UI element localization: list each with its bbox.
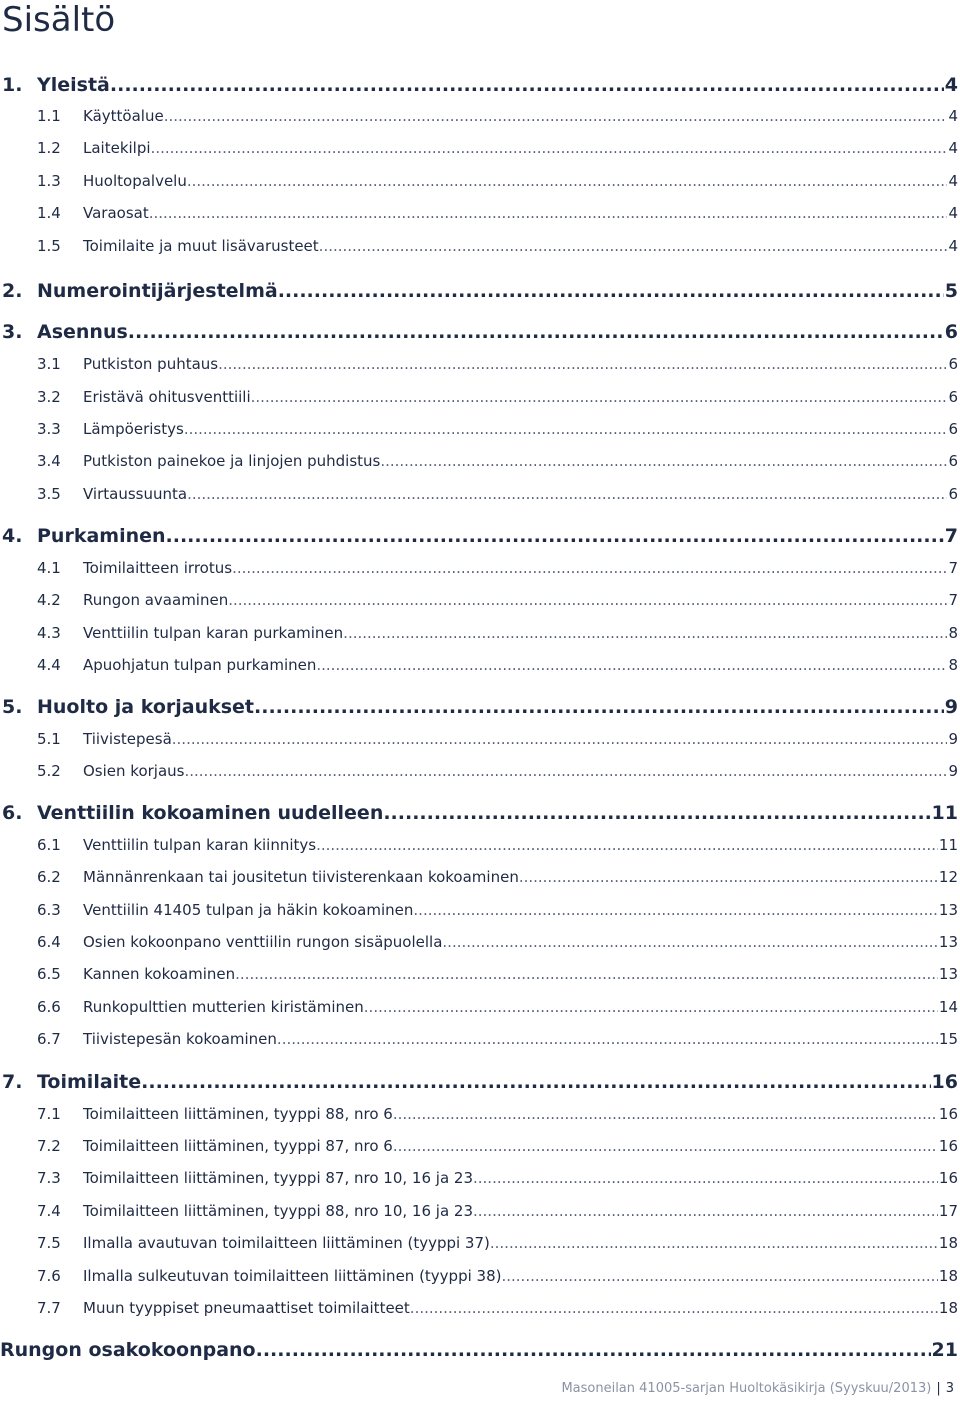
toc-entry-page: 18 <box>938 1267 958 1285</box>
toc-entry-title: Tiivistepesä <box>83 730 172 748</box>
toc-entry-page: 7 <box>944 525 958 547</box>
toc-entry-number: 1.5 <box>37 237 61 255</box>
toc-dot-leader <box>277 1027 938 1051</box>
toc-entry-title: Huolto ja korjaukset <box>37 696 255 718</box>
toc-subsection-entry[interactable] <box>0 621 958 645</box>
toc-dot-leader <box>473 1199 938 1223</box>
toc-entry-number: 6.3 <box>37 901 61 919</box>
toc-dot-leader <box>490 1231 938 1255</box>
toc-dot-leader <box>278 277 944 305</box>
toc-section-entry[interactable] <box>0 522 958 550</box>
toc-subsection-entry[interactable] <box>0 1102 958 1126</box>
toc-entry-number: 7.7 <box>37 1299 61 1317</box>
toc-dot-leader <box>187 482 947 506</box>
toc-entry-page: 13 <box>938 933 958 951</box>
toc-entry-page: 17 <box>938 1202 958 1220</box>
toc-entry-title: Venttiilin tulpan karan purkaminen <box>83 624 344 642</box>
toc-dot-leader <box>442 930 938 954</box>
toc-entry-page: 14 <box>938 998 958 1016</box>
toc-entry-number: 6.7 <box>37 1030 61 1048</box>
toc-entry-title: Rungon osakokoonpano <box>0 1339 256 1361</box>
toc-entry-page: 4 <box>948 107 958 125</box>
toc-entry-title: Männänrenkaan tai jousitetun tiivisterenkaan kokoaminen <box>83 868 519 886</box>
toc-subsection-entry[interactable] <box>0 962 958 986</box>
toc-dot-leader <box>149 201 948 225</box>
toc-subsection-entry[interactable] <box>0 588 958 612</box>
toc-entry-title: Toimilaite ja muut lisävarusteet <box>83 237 319 255</box>
toc-dot-leader <box>110 71 944 99</box>
toc-subsection-entry[interactable] <box>0 417 958 441</box>
toc-dot-leader <box>383 799 930 827</box>
toc-entry-page: 8 <box>948 656 958 674</box>
toc-subsection-entry[interactable] <box>0 556 958 580</box>
toc-entry-number: 5.1 <box>37 730 61 748</box>
toc-dot-leader <box>166 522 944 550</box>
toc-entry-number: 6.1 <box>37 836 61 854</box>
footer-page-number: 3 <box>945 1381 954 1396</box>
toc-entry-number: 6. <box>2 802 23 824</box>
toc-dot-leader <box>184 759 947 783</box>
toc-entry-number: 7.1 <box>37 1105 61 1123</box>
toc-entry-title: Putkiston painekoe ja linjojen puhdistus <box>83 452 381 470</box>
toc-entry-page: 4 <box>948 204 958 222</box>
toc-dot-leader <box>316 833 938 857</box>
toc-entry-title: Toimilaitteen liittäminen, tyyppi 88, nro 6 <box>83 1105 393 1123</box>
toc-subsection-entry[interactable] <box>0 727 958 751</box>
toc-entry-page: 18 <box>938 1234 958 1252</box>
toc-entry-number: 7.5 <box>37 1234 61 1252</box>
toc-subsection-entry[interactable] <box>0 352 958 376</box>
toc-entry-number: 1.1 <box>37 107 61 125</box>
toc-dot-leader <box>141 1068 930 1096</box>
toc-entry-page: 11 <box>938 836 958 854</box>
toc-entry-page: 6 <box>948 420 958 438</box>
toc-entry-page: 9 <box>944 696 958 718</box>
toc-entry-page: 9 <box>948 762 958 780</box>
toc-dot-leader <box>519 865 938 889</box>
toc-section-entry[interactable] <box>0 693 958 721</box>
toc-dot-leader <box>410 1296 938 1320</box>
toc-entry-number: 7.3 <box>37 1169 61 1187</box>
toc-entry-title: Huoltopalvelu <box>83 172 187 190</box>
toc-entry-number: 6.2 <box>37 868 61 886</box>
toc-subsection-entry[interactable] <box>0 201 958 225</box>
toc-dot-leader <box>235 962 938 986</box>
toc-section-entry[interactable] <box>0 71 958 99</box>
toc-dot-leader <box>251 385 948 409</box>
toc-dot-leader <box>393 1102 938 1126</box>
toc-entry-page: 16 <box>938 1105 958 1123</box>
toc-section-entry[interactable] <box>0 318 958 346</box>
toc-entry-page: 21 <box>931 1339 958 1361</box>
toc-subsection-entry[interactable] <box>0 1199 958 1223</box>
toc-entry-title: Apuohjatun tulpan purkaminen <box>83 656 317 674</box>
toc-entry-number: 4.3 <box>37 624 61 642</box>
toc-entry-title: Ilmalla avautuvan toimilaitteen liittäminen (tyyppi 37) <box>83 1234 490 1252</box>
toc-entry-title: Osien kokoonpano venttiilin rungon sisäpuolella <box>83 933 443 951</box>
toc-entry-number: 3.5 <box>37 485 61 503</box>
toc-entry-page: 6 <box>948 355 958 373</box>
toc-entry-title: Putkiston puhtaus <box>83 355 219 373</box>
toc-dot-leader <box>364 995 938 1019</box>
toc-entry-title: Yleistä <box>37 74 110 96</box>
toc-entry-number: 2. <box>2 280 23 302</box>
toc-dot-leader <box>218 352 947 376</box>
toc-dot-leader <box>172 727 948 751</box>
toc-entry-number: 1.4 <box>37 204 61 222</box>
page-title: Sisältö <box>2 0 116 40</box>
toc-dot-leader <box>501 1264 937 1288</box>
toc-subsection-entry[interactable] <box>0 104 958 128</box>
toc-entry-number: 4.1 <box>37 559 61 577</box>
toc-entry-page: 12 <box>938 868 958 886</box>
toc-subsection-entry[interactable] <box>0 482 958 506</box>
toc-dot-leader <box>187 169 948 193</box>
toc-entry-title: Venttiilin kokoaminen uudelleen <box>37 802 384 824</box>
toc-entry-title: Varaosat <box>83 204 149 222</box>
toc-entry-number: 7.6 <box>37 1267 61 1285</box>
toc-entry-number: 7.4 <box>37 1202 61 1220</box>
toc-dot-leader <box>256 1336 931 1364</box>
toc-entry-page: 7 <box>948 591 958 609</box>
toc-subsection-entry[interactable] <box>0 449 958 473</box>
toc-entry-title: Purkaminen <box>37 525 166 547</box>
toc-subsection-entry[interactable] <box>0 136 958 160</box>
toc-dot-leader <box>413 898 938 922</box>
toc-entry-title: Tiivistepesän kokoaminen <box>83 1030 277 1048</box>
toc-entry-page: 18 <box>938 1299 958 1317</box>
toc-entry-page: 4 <box>948 237 958 255</box>
toc-entry-number: 3.2 <box>37 388 61 406</box>
toc-entry-number: 1.2 <box>37 139 61 157</box>
toc-dot-leader <box>319 234 948 258</box>
toc-entry-number: 5.2 <box>37 762 61 780</box>
toc-section-entry[interactable] <box>0 1336 958 1364</box>
footer-separator: | <box>936 1381 941 1396</box>
toc-entry-title: Toimilaite <box>37 1071 142 1093</box>
toc-entry-page: 16 <box>938 1169 958 1187</box>
toc-entry-title: Osien korjaus <box>83 762 185 780</box>
toc-entry-number: 4.2 <box>37 591 61 609</box>
toc-entry-number: 3.1 <box>37 355 61 373</box>
toc-entry-title: Ilmalla sulkeutuvan toimilaitteen liittäminen (tyyppi 38) <box>83 1267 502 1285</box>
toc-subsection-entry[interactable] <box>0 898 958 922</box>
toc-entry-number: 7. <box>2 1071 23 1093</box>
toc-entry-title: Lämpöeristys <box>83 420 184 438</box>
toc-dot-leader <box>316 653 947 677</box>
toc-entry-title: Venttiilin tulpan karan kiinnitys <box>83 836 317 854</box>
toc-dot-leader <box>254 693 944 721</box>
toc-entry-title: Venttiilin 41405 tulpan ja häkin kokoaminen <box>83 901 414 919</box>
toc-entry-number: 3.3 <box>37 420 61 438</box>
toc-entry-page: 6 <box>948 388 958 406</box>
toc-entry-page: 15 <box>938 1030 958 1048</box>
toc-entry-title: Käyttöalue <box>83 107 164 125</box>
toc-dot-leader <box>228 588 947 612</box>
toc-entry-title: Eristävä ohitusventtiili <box>83 388 251 406</box>
toc-entry-number: 7.2 <box>37 1137 61 1155</box>
toc-dot-leader <box>343 621 947 645</box>
toc-entry-number: 6.6 <box>37 998 61 1016</box>
page-footer <box>561 1380 954 1398</box>
toc-dot-leader <box>393 1134 938 1158</box>
toc-section-entry[interactable] <box>0 799 958 827</box>
toc-entry-page: 6 <box>948 485 958 503</box>
toc-entry-number: 6.4 <box>37 933 61 951</box>
toc-entry-title: Toimilaitteen irrotus <box>83 559 233 577</box>
toc-entry-number: 3.4 <box>37 452 61 470</box>
toc-entry-title: Toimilaitteen liittäminen, tyyppi 87, nro 10, 16 ja 23 <box>83 1169 473 1187</box>
toc-subsection-entry[interactable] <box>0 1231 958 1255</box>
toc-entry-page: 16 <box>938 1137 958 1155</box>
toc-entry-page: 4 <box>944 74 958 96</box>
toc-entry-page: 4 <box>948 139 958 157</box>
toc-entry-title: Rungon avaaminen <box>83 591 229 609</box>
toc-section-entry[interactable] <box>0 1068 958 1096</box>
toc-subsection-entry[interactable] <box>0 385 958 409</box>
toc-subsection-entry[interactable] <box>0 1296 958 1320</box>
toc-entry-title: Runkopulttien mutterien kiristäminen <box>83 998 364 1016</box>
toc-entry-page: 11 <box>931 802 958 824</box>
toc-entry-page: 8 <box>948 624 958 642</box>
toc-subsection-entry[interactable] <box>0 1264 958 1288</box>
toc-subsection-entry[interactable] <box>0 1027 958 1051</box>
toc-entry-page: 16 <box>931 1071 958 1093</box>
toc-entry-page: 9 <box>948 730 958 748</box>
toc-entry-number: 5. <box>2 696 23 718</box>
toc-entry-number: 4.4 <box>37 656 61 674</box>
toc-entry-page: 4 <box>948 172 958 190</box>
toc-entry-page: 6 <box>948 452 958 470</box>
toc-dot-leader <box>128 318 944 346</box>
toc-entry-title: Kannen kokoaminen <box>83 965 236 983</box>
toc-entry-page: 13 <box>938 965 958 983</box>
toc-dot-leader <box>232 556 947 580</box>
toc-subsection-entry[interactable] <box>0 234 958 258</box>
toc-dot-leader <box>151 136 948 160</box>
toc-subsection-entry[interactable] <box>0 865 958 889</box>
toc-subsection-entry[interactable] <box>0 930 958 954</box>
toc-entry-page: 7 <box>948 559 958 577</box>
toc-section-entry[interactable] <box>0 277 958 305</box>
toc-subsection-entry[interactable] <box>0 995 958 1019</box>
toc-dot-leader <box>473 1166 938 1190</box>
toc-subsection-entry[interactable] <box>0 169 958 193</box>
toc-entry-title: Muun tyyppiset pneumaattiset toimilaitteet <box>83 1299 410 1317</box>
toc-entry-page: 13 <box>938 901 958 919</box>
toc-dot-leader <box>164 104 948 128</box>
toc-subsection-entry[interactable] <box>0 1166 958 1190</box>
toc-subsection-entry[interactable] <box>0 653 958 677</box>
toc-entry-page: 5 <box>944 280 958 302</box>
toc-entry-page: 6 <box>944 321 958 343</box>
toc-subsection-entry[interactable] <box>0 759 958 783</box>
toc-entry-title: Virtaussuunta <box>83 485 188 503</box>
toc-entry-number: 6.5 <box>37 965 61 983</box>
toc-entry-number: 1. <box>2 74 23 96</box>
toc-entry-title: Asennus <box>37 321 128 343</box>
toc-dot-leader <box>380 449 947 473</box>
toc-dot-leader <box>184 417 948 441</box>
toc-entry-title: Toimilaitteen liittäminen, tyyppi 88, nro 10, 16 ja 23 <box>83 1202 473 1220</box>
toc-entry-title: Laitekilpi <box>83 139 151 157</box>
toc-entry-title: Numerointijärjestelmä <box>37 280 278 302</box>
toc-entry-number: 4. <box>2 525 23 547</box>
toc-entry-number: 1.3 <box>37 172 61 190</box>
toc-subsection-entry[interactable] <box>0 833 958 857</box>
toc-subsection-entry[interactable] <box>0 1134 958 1158</box>
footer-document-title: Masoneilan 41005-sarjan Huoltokäsikirja (Syyskuu/2013) <box>561 1381 932 1396</box>
toc-entry-number: 3. <box>2 321 23 343</box>
toc-entry-title: Toimilaitteen liittäminen, tyyppi 87, nro 6 <box>83 1137 393 1155</box>
